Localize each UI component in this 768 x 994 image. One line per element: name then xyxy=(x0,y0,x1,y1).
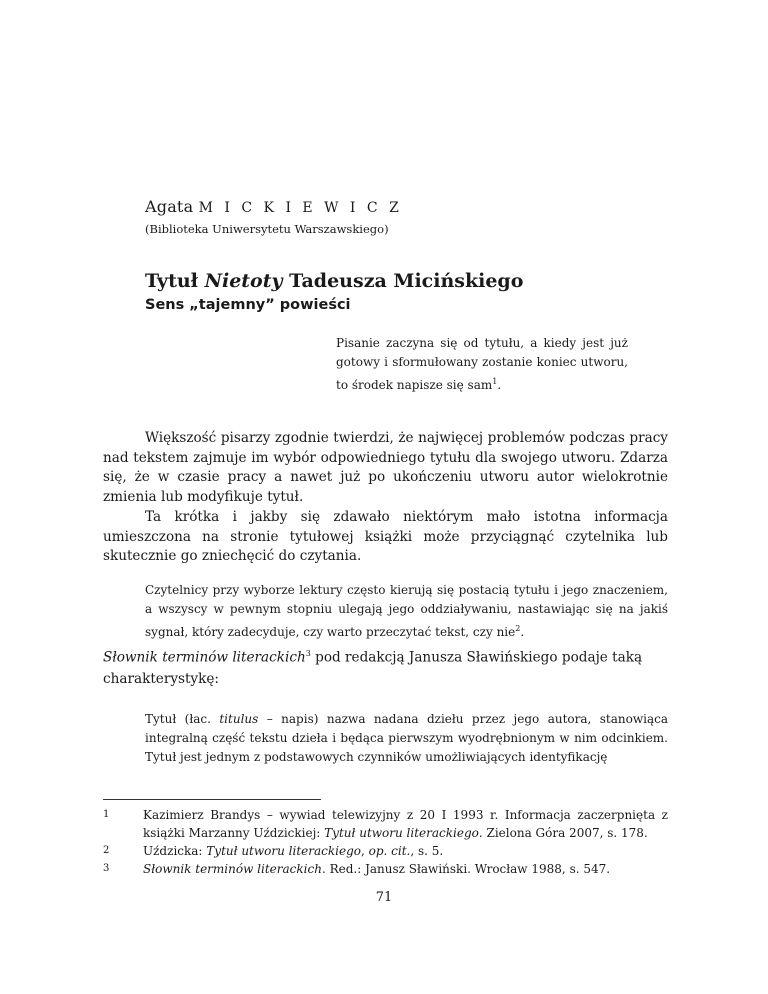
title-suffix: Tadeusza Micińskiego xyxy=(282,270,524,292)
footnote-number: 1 xyxy=(103,809,110,820)
body-paragraph-2 xyxy=(103,508,668,567)
quote-end: . xyxy=(520,625,525,639)
author-first-name: Agata xyxy=(145,197,194,216)
footnotes xyxy=(103,806,668,878)
footnote-italic: Tytuł utworu literackiego xyxy=(206,844,361,858)
footnote-italic: Tytuł utworu literackiego xyxy=(324,826,479,840)
epigraph-text: Pisanie zaczyna się od tytułu, a kiedy jest już gotowy i sformułowany zostanie koniec utworu, to środek napisze się sam xyxy=(336,336,628,392)
footnote-italic: Słownik terminów literackich xyxy=(143,862,322,876)
footnote-italic-2: op. cit. xyxy=(368,844,411,858)
body-paragraph-1 xyxy=(103,429,668,507)
cited-work-title: Słownik terminów literackich xyxy=(103,649,306,666)
footnote-2 xyxy=(103,842,668,860)
block-quote-1 xyxy=(145,581,668,642)
quote-text-b: – napis) nazwa nadana dziełu przez jego autora, stanowiąca integralną część tekstu dzieła i będąca pierwszym wyodrębnionym w nim odcinkiem. Tytuł jest jednym z podstawowych czynników umożliwiających identyfikację xyxy=(145,712,668,764)
footnote-text-end: . Zielona Góra 2007, s. 178. xyxy=(478,826,648,840)
epigraph-end: . xyxy=(497,378,502,392)
footnote-3 xyxy=(103,860,668,878)
footnote-text: Kazimierz Brandys – wywiad telewizyjny z 20 I 1993 r. Informacja zaczerpnięta z książki Marzanny Uździckiej: xyxy=(143,808,668,840)
footnote-number: 2 xyxy=(103,845,110,856)
footnote-ref-1: 1 xyxy=(492,377,498,386)
footnote-number: 3 xyxy=(103,863,110,874)
latin-term: titulus xyxy=(219,712,259,726)
footnote-ref-2: 2 xyxy=(515,624,521,633)
page-number: 71 xyxy=(375,890,393,905)
quote-text-a: Tytuł (łac. xyxy=(145,712,220,726)
title-prefix: Tytuł xyxy=(145,270,205,292)
footnote-text: Uździcka: xyxy=(143,844,207,858)
paragraph-text: Większość pisarzy zgodnie twierdzi, że najwięcej problemów podczas pracy nad tekstem zajmuje im wybór odpowiedniego tytułu dla swojego utworu. Zdarza się, że w czasie pracy a nawet już po ukończeniu utworu autor wielokrotnie zmienia lub modyfikuje tytuł. xyxy=(103,430,668,505)
quote-text: Czytelnicy przy wyborze lektury często kierują się postacią tytułu i jego znaczeniem, a wszyscy w pewnym stopniu ulegają jego oddziaływaniu, nastawiając się na jakiś sygnał, który zadecyduje, czy warto przeczytać tekst, czy nie xyxy=(145,583,668,639)
article-title xyxy=(145,270,523,292)
title-italic-work: Nietoty xyxy=(204,270,283,292)
footnote-1 xyxy=(103,806,668,842)
footnote-text-end: . Red.: Janusz Sławiński. Wrocław 1988, s. 547. xyxy=(321,862,611,876)
footnote-text-end: , s. 5. xyxy=(410,844,444,858)
author-affiliation: (Biblioteka Uniwersytetu Warszawskiego) xyxy=(145,222,389,236)
article-subtitle: Sens „tajemny” powieści xyxy=(145,297,351,313)
epigraph xyxy=(336,334,628,395)
footnote-text-mid: , xyxy=(360,844,369,858)
author-surname: M I C K I E W I C Z xyxy=(198,200,403,216)
footnote-separator xyxy=(103,799,321,800)
block-quote-2 xyxy=(145,710,668,786)
paragraph-text: Ta krótka i jakby się zdawało niektórym mało istotna informacja umieszczona na stronie tytułowej książki może przyciągnąć czytelnika lub skutecznie go zniechęcić do czytania. xyxy=(103,509,668,564)
footnote-ref-3: 3 xyxy=(305,649,311,658)
author-name xyxy=(145,197,402,216)
paragraph-text: pod redakcją Janusza Sławińskiego podaje taką charakterystykę: xyxy=(103,649,643,687)
body-paragraph-3 xyxy=(103,643,668,690)
